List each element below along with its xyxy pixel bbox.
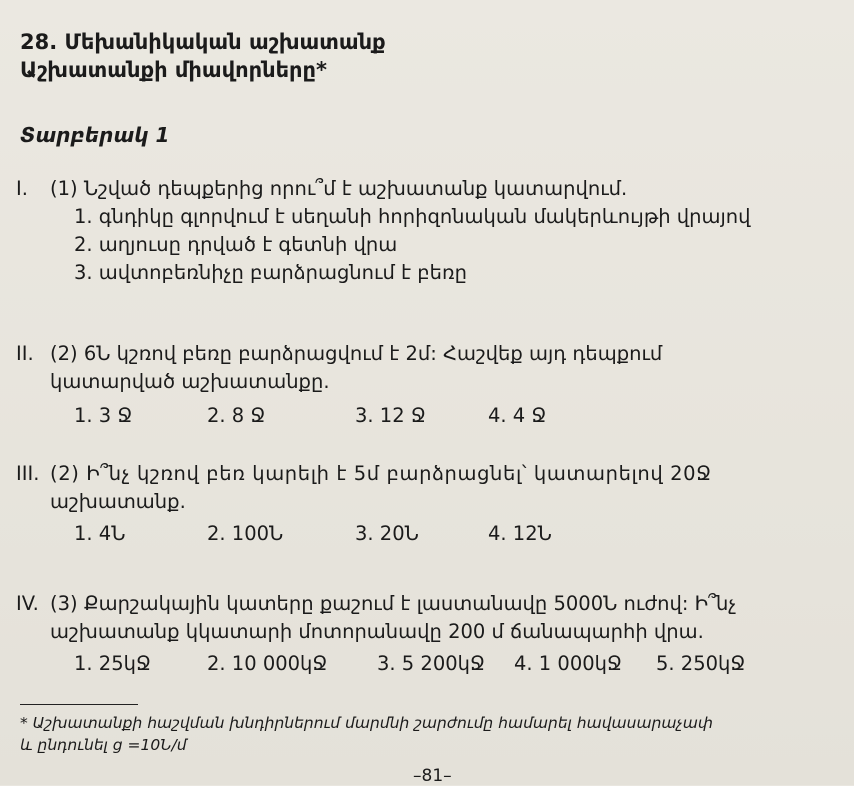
question-4	[16, 590, 745, 678]
options-row	[16, 402, 662, 430]
option: 3. 20Ն	[355, 522, 419, 545]
option: 4. 1 000կՋ	[514, 652, 622, 675]
option: 1. 3 Ջ	[74, 404, 133, 427]
chapter-subtitle: Աշխատանքի միավորները*	[20, 58, 328, 82]
option: 2. աղյուսը դրված է գետնի վրա	[74, 233, 398, 256]
option: 1. 4Ն	[74, 522, 126, 545]
option: 2. 100Ն	[207, 522, 284, 545]
option: 3. ավտոբեռնիչը բարձրացնում է բեռը	[74, 261, 467, 284]
question-number: I.	[16, 177, 28, 200]
option: 4. 12Ն	[488, 522, 552, 545]
option: 3. 12 Ջ	[355, 404, 426, 427]
footnote-line: * Աշխատանքի հաշվման խնդիրներում մարմնի շարժումը համարել հավասարաչափ	[20, 714, 713, 732]
question-text: (3) Քարշակային կատերը քաշում է լաստանավը 5000Ն ուժով: Ի՞նչ	[50, 592, 737, 615]
question-text-continued: աշխատանք.	[50, 490, 186, 513]
option: 2. 8 Ջ	[207, 404, 266, 427]
question-number: IV.	[16, 592, 39, 615]
footnote-divider	[20, 704, 138, 705]
option: 1. գնդիկը գլորվում է սեղանի հորիզոնական մակերևույթի վրայով	[74, 205, 751, 228]
question-number: III.	[16, 462, 40, 485]
question-text: (1) Նշված դեպքերից որու՞մ է աշխատանք կատարվում.	[50, 177, 628, 200]
options-row	[16, 650, 745, 678]
question-1	[16, 175, 751, 287]
question-text-continued: կատարված աշխատանքը.	[50, 370, 330, 393]
question-number: II.	[16, 342, 34, 365]
footnote	[20, 712, 840, 756]
question-text: (2) Ի՞նչ կշռով բեռ կարելի է 5մ բարձրացնել՝ կատարելով 20Ջ	[50, 462, 712, 485]
options-row	[16, 520, 712, 548]
footnote-line: և ընդունել g =10Ն/մ	[20, 736, 187, 754]
question-3	[16, 460, 712, 548]
question-text: (2) 6Ն կշռով բեռը բարձրացվում է 2մ: Հաշվեք այդ դեպքում	[50, 342, 663, 365]
option: 4. 4 Ջ	[488, 404, 547, 427]
option: 3. 5 200կՋ	[377, 652, 485, 675]
option: 5. 250կՋ	[656, 652, 746, 675]
option: 1. 25կՋ	[74, 652, 151, 675]
chapter-title: 28. Մեխանիկական աշխատանք	[20, 30, 386, 54]
question-text-continued: աշխատանք կկատարի մոտորանավը 200 մ ճանապարհի վրա.	[50, 620, 704, 643]
variant-label: Տարբերակ 1	[20, 123, 170, 147]
question-2	[16, 340, 662, 430]
page-number: –81–	[413, 766, 452, 786]
option: 2. 10 000կՋ	[207, 652, 328, 675]
